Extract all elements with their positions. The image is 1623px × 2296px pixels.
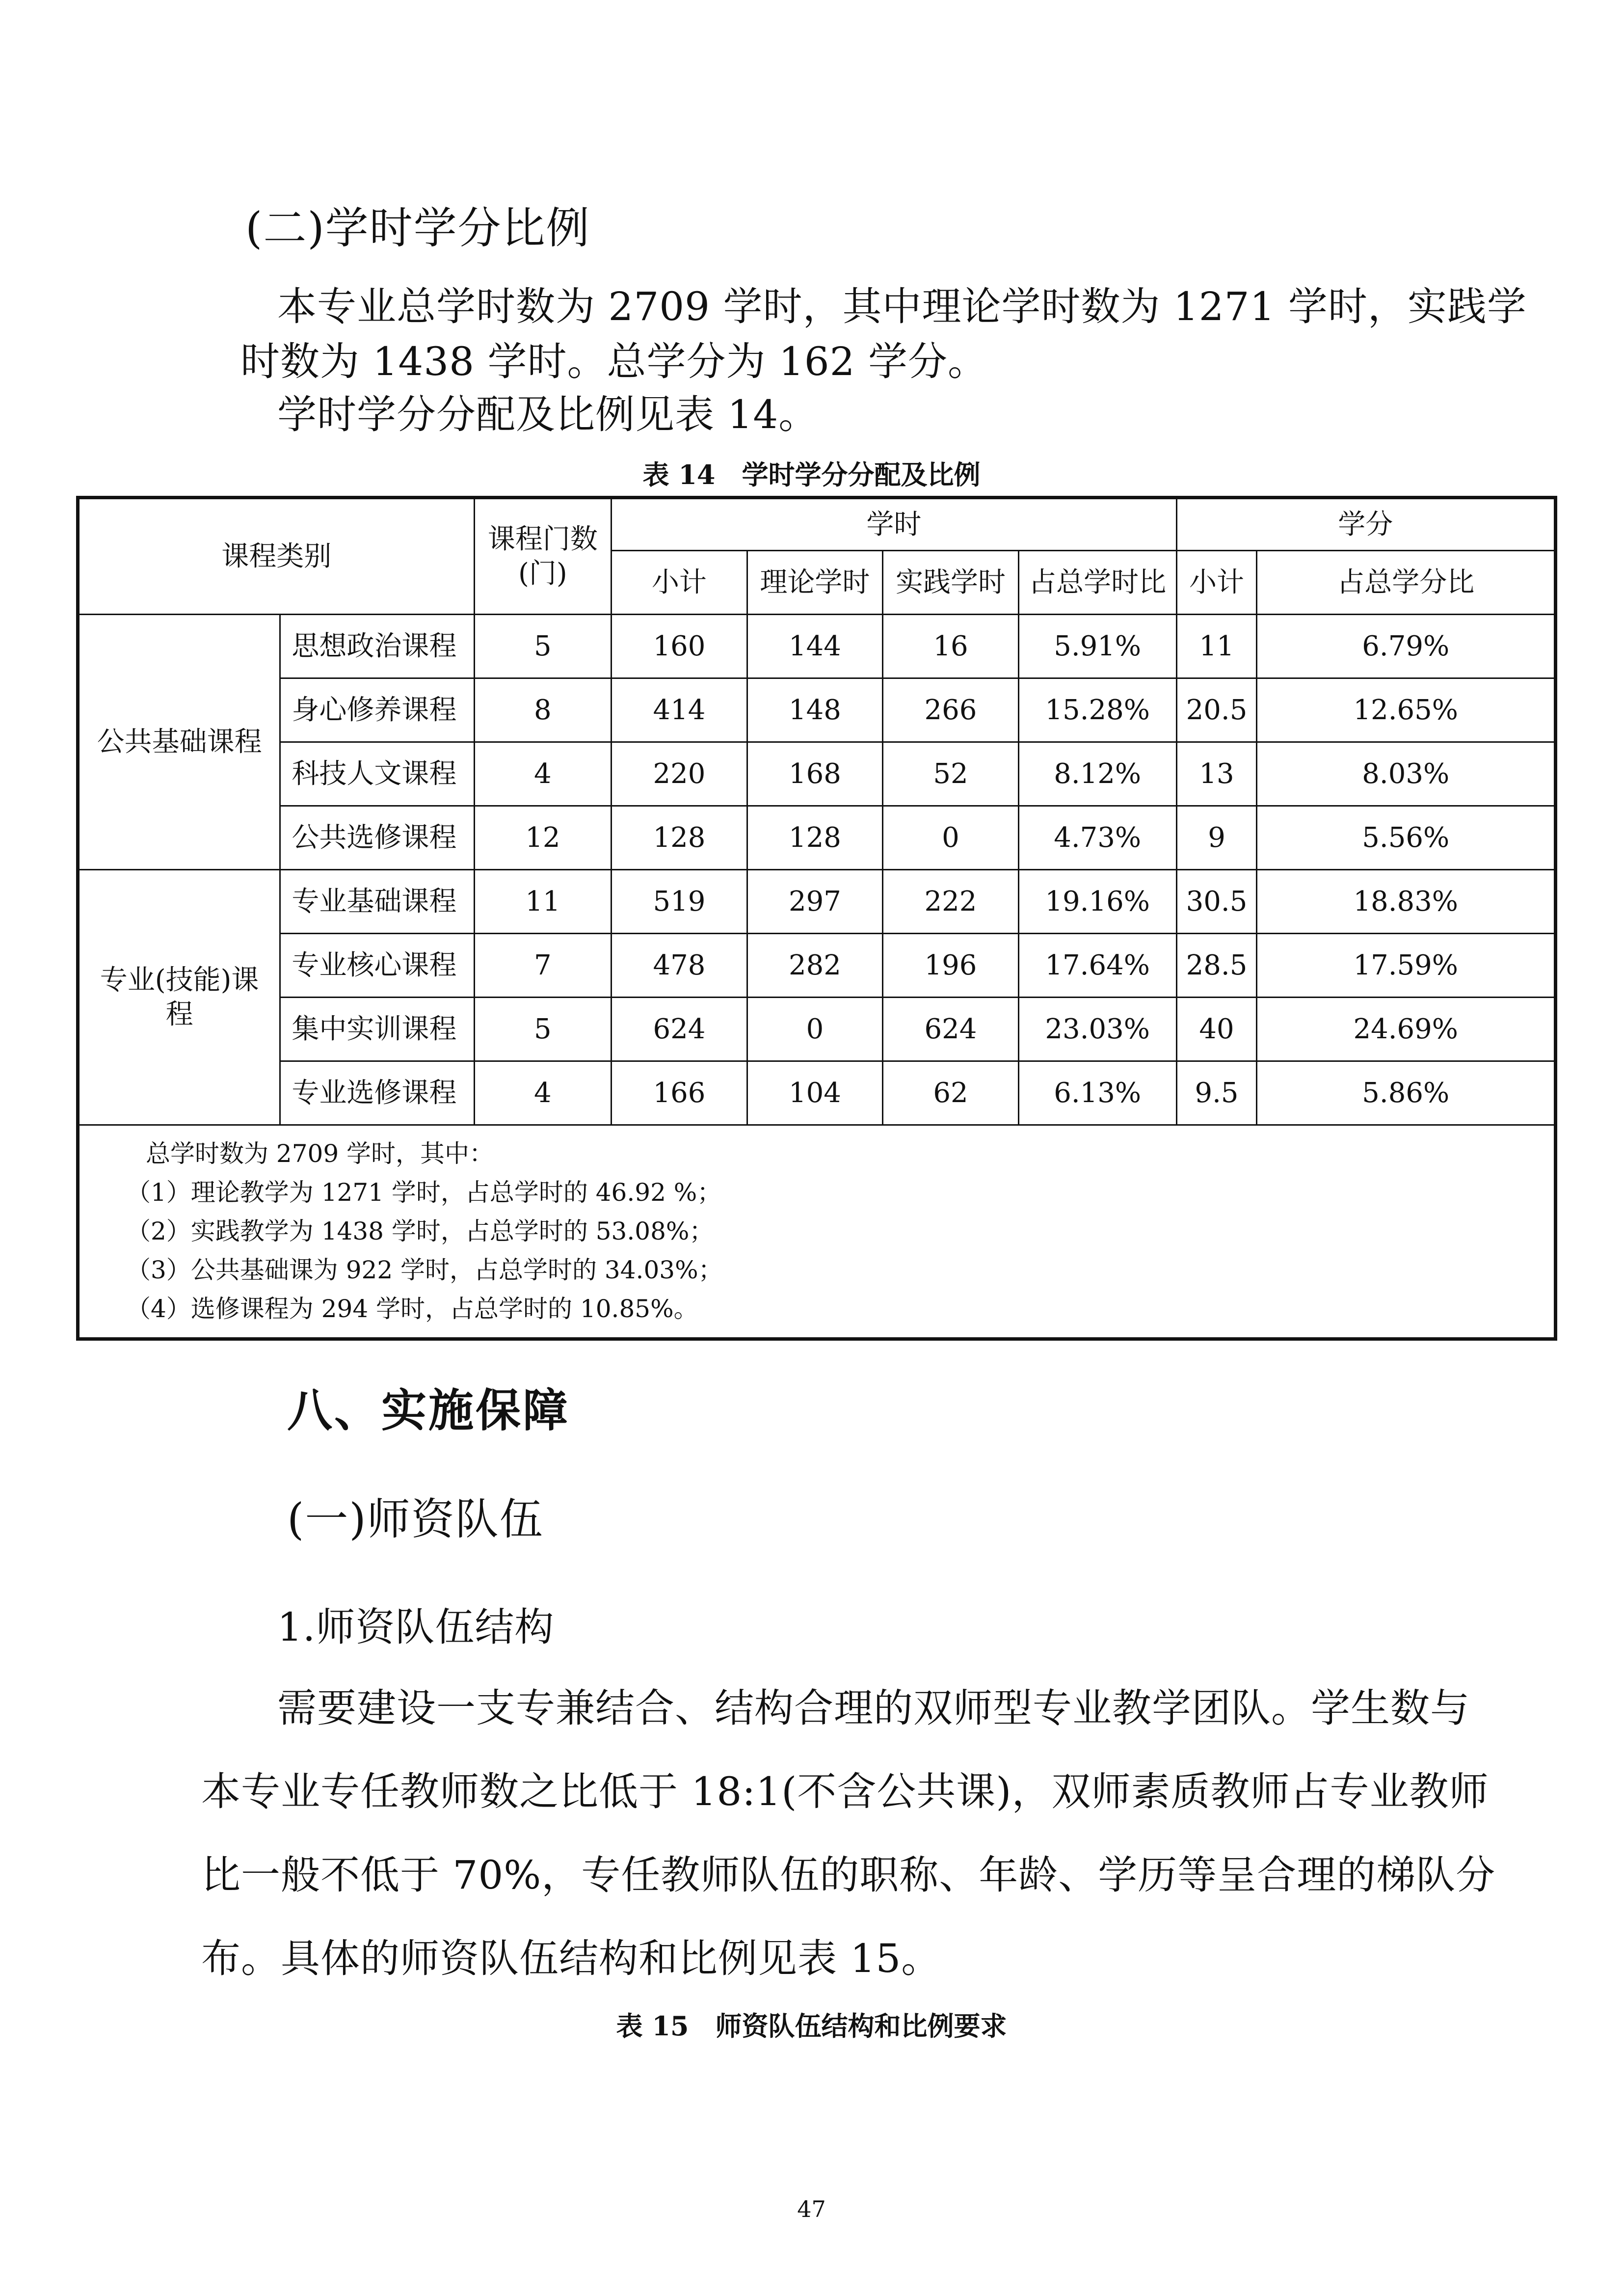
- group-name-line2: 程: [165, 998, 193, 1030]
- page-number: 47: [797, 2196, 826, 2222]
- paragraph-line: 需要建设一支专兼结合、结构合理的双师型专业教学团队。学生数与: [277, 1685, 1470, 1731]
- header-credit-ratio: 占总学分比: [1257, 551, 1556, 615]
- credit-ratio: 8.03%: [1257, 742, 1556, 806]
- hours-ratio: 8.12%: [1018, 742, 1176, 806]
- table-row: [78, 678, 1556, 742]
- hours-ratio: 17.64%: [1018, 934, 1176, 998]
- hours-total: 519: [612, 870, 747, 934]
- credits: 28.5: [1176, 934, 1257, 998]
- course-name: 科技人文课程: [280, 742, 474, 806]
- course-count: 4: [474, 742, 612, 806]
- paragraph-line: 学时学分分配及比例见表 14。: [277, 392, 819, 437]
- table-notes-row: [78, 1125, 1556, 1339]
- credit-ratio: 17.59%: [1257, 934, 1556, 998]
- hours-total: 478: [612, 934, 747, 998]
- header-count: [474, 498, 612, 615]
- course-count: 5: [474, 615, 612, 678]
- hours-theory: 148: [747, 678, 883, 742]
- hours-theory: 144: [747, 615, 883, 678]
- credit-hours-table: [76, 496, 1557, 1341]
- hours-theory: 282: [747, 934, 883, 998]
- header-count-line1: 课程门数: [487, 523, 598, 555]
- hours-ratio: 5.91%: [1018, 615, 1176, 678]
- group-name-line1: 专业(技能)课: [100, 964, 259, 996]
- credit-ratio: 18.83%: [1257, 870, 1556, 934]
- hours-total: 414: [612, 678, 747, 742]
- hours-total: 128: [612, 806, 747, 870]
- group-name: [78, 870, 280, 1125]
- hours-total: 624: [612, 998, 747, 1061]
- credits: 20.5: [1176, 678, 1257, 742]
- credits: 9.5: [1176, 1061, 1257, 1125]
- note-line: （4）选修课程为 294 学时，占总学时的 10.85%。: [126, 1295, 698, 1323]
- hours-theory: 104: [747, 1061, 883, 1125]
- header-category: 课程类别: [78, 498, 475, 615]
- note-line: （1）理论教学为 1271 学时，占总学时的 46.92 %；: [126, 1178, 722, 1207]
- paragraph-line: 本专业总学时数为 2709 学时，其中理论学时数为 1271 学时，实践学: [277, 284, 1527, 329]
- credit-ratio: 5.86%: [1257, 1061, 1556, 1125]
- course-count: 11: [474, 870, 612, 934]
- hours-ratio: 4.73%: [1018, 806, 1176, 870]
- table-row: [78, 806, 1556, 870]
- credits: 9: [1176, 806, 1257, 870]
- table-row: [78, 615, 1556, 678]
- section-heading: (二)学时学分比例: [245, 203, 590, 253]
- note-line: （2）实践教学为 1438 学时，占总学时的 53.08%；: [126, 1217, 714, 1245]
- paragraph-line: 布。具体的师资队伍结构和比例见表 15。: [201, 1936, 941, 1981]
- credits: 13: [1176, 742, 1257, 806]
- course-count: 8: [474, 678, 612, 742]
- paragraph-line: 时数为 1438 学时。总学分为 162 学分。: [240, 339, 988, 384]
- table-row: [78, 742, 1556, 806]
- course-name: 专业基础课程: [280, 870, 474, 934]
- chapter-heading: 八、实施保障: [287, 1384, 570, 1437]
- hours-ratio: 19.16%: [1018, 870, 1176, 934]
- paragraph-line: 比一般不低于 70%，专任教师队伍的职称、年龄、学历等呈合理的梯队分: [201, 1852, 1496, 1898]
- credit-ratio: 24.69%: [1257, 998, 1556, 1061]
- table-row: [78, 1061, 1556, 1125]
- course-count: 4: [474, 1061, 612, 1125]
- hours-total: 160: [612, 615, 747, 678]
- hours-theory: 0: [747, 998, 883, 1061]
- header-hours: 学时: [612, 498, 1176, 551]
- hours-theory: 128: [747, 806, 883, 870]
- header-subtotal: 小计: [612, 551, 747, 615]
- hours-total: 166: [612, 1061, 747, 1125]
- hours-practice: 624: [883, 998, 1019, 1061]
- paragraph-line: 本专业专任教师数之比低于 18:1(不含公共课)，双师素质教师占专业教师: [201, 1769, 1489, 1814]
- course-name: 思想政治课程: [280, 615, 474, 678]
- table-notes: [78, 1125, 1556, 1339]
- hours-ratio: 15.28%: [1018, 678, 1176, 742]
- hours-practice: 16: [883, 615, 1019, 678]
- header-hours-ratio: 占总学时比: [1018, 551, 1176, 615]
- header-count-line2: (门): [518, 557, 567, 590]
- header-credit-subtotal: 小计: [1176, 551, 1257, 615]
- course-name: 公共选修课程: [280, 806, 474, 870]
- hours-practice: 0: [883, 806, 1019, 870]
- course-count: 5: [474, 998, 612, 1061]
- sub-sub-heading: 1.师资队伍结构: [277, 1604, 555, 1650]
- hours-theory: 297: [747, 870, 883, 934]
- course-name: 身心修养课程: [280, 678, 474, 742]
- header-practice: 实践学时: [883, 551, 1019, 615]
- credits: 11: [1176, 615, 1257, 678]
- course-count: 12: [474, 806, 612, 870]
- course-count: 7: [474, 934, 612, 998]
- hours-theory: 168: [747, 742, 883, 806]
- table-caption: 表 14 学时学分分配及比例: [642, 459, 981, 490]
- hours-practice: 62: [883, 1061, 1019, 1125]
- group-name: 公共基础课程: [78, 615, 280, 870]
- table-row: [78, 998, 1556, 1061]
- hours-practice: 222: [883, 870, 1019, 934]
- hours-ratio: 6.13%: [1018, 1061, 1176, 1125]
- credit-ratio: 5.56%: [1257, 806, 1556, 870]
- credit-ratio: 12.65%: [1257, 678, 1556, 742]
- note-line: 总学时数为 2709 学时，其中：: [146, 1139, 494, 1168]
- credits: 30.5: [1176, 870, 1257, 934]
- course-name: 专业选修课程: [280, 1061, 474, 1125]
- hours-practice: 196: [883, 934, 1019, 998]
- course-name: 专业核心课程: [280, 934, 474, 998]
- sub-heading: (一)师资队伍: [287, 1494, 544, 1544]
- note-line: （3）公共基础课为 922 学时，占总学时的 34.03%；: [126, 1256, 723, 1284]
- hours-practice: 52: [883, 742, 1019, 806]
- hours-practice: 266: [883, 678, 1019, 742]
- credits: 40: [1176, 998, 1257, 1061]
- credit-ratio: 6.79%: [1257, 615, 1556, 678]
- table-row: [78, 870, 1556, 934]
- hours-total: 220: [612, 742, 747, 806]
- table-caption: 表 15 师资队伍结构和比例要求: [616, 2010, 1007, 2042]
- header-credits: 学分: [1176, 498, 1555, 551]
- table-row: [78, 934, 1556, 998]
- header-theory: 理论学时: [747, 551, 883, 615]
- course-name: 集中实训课程: [280, 998, 474, 1061]
- hours-ratio: 23.03%: [1018, 998, 1176, 1061]
